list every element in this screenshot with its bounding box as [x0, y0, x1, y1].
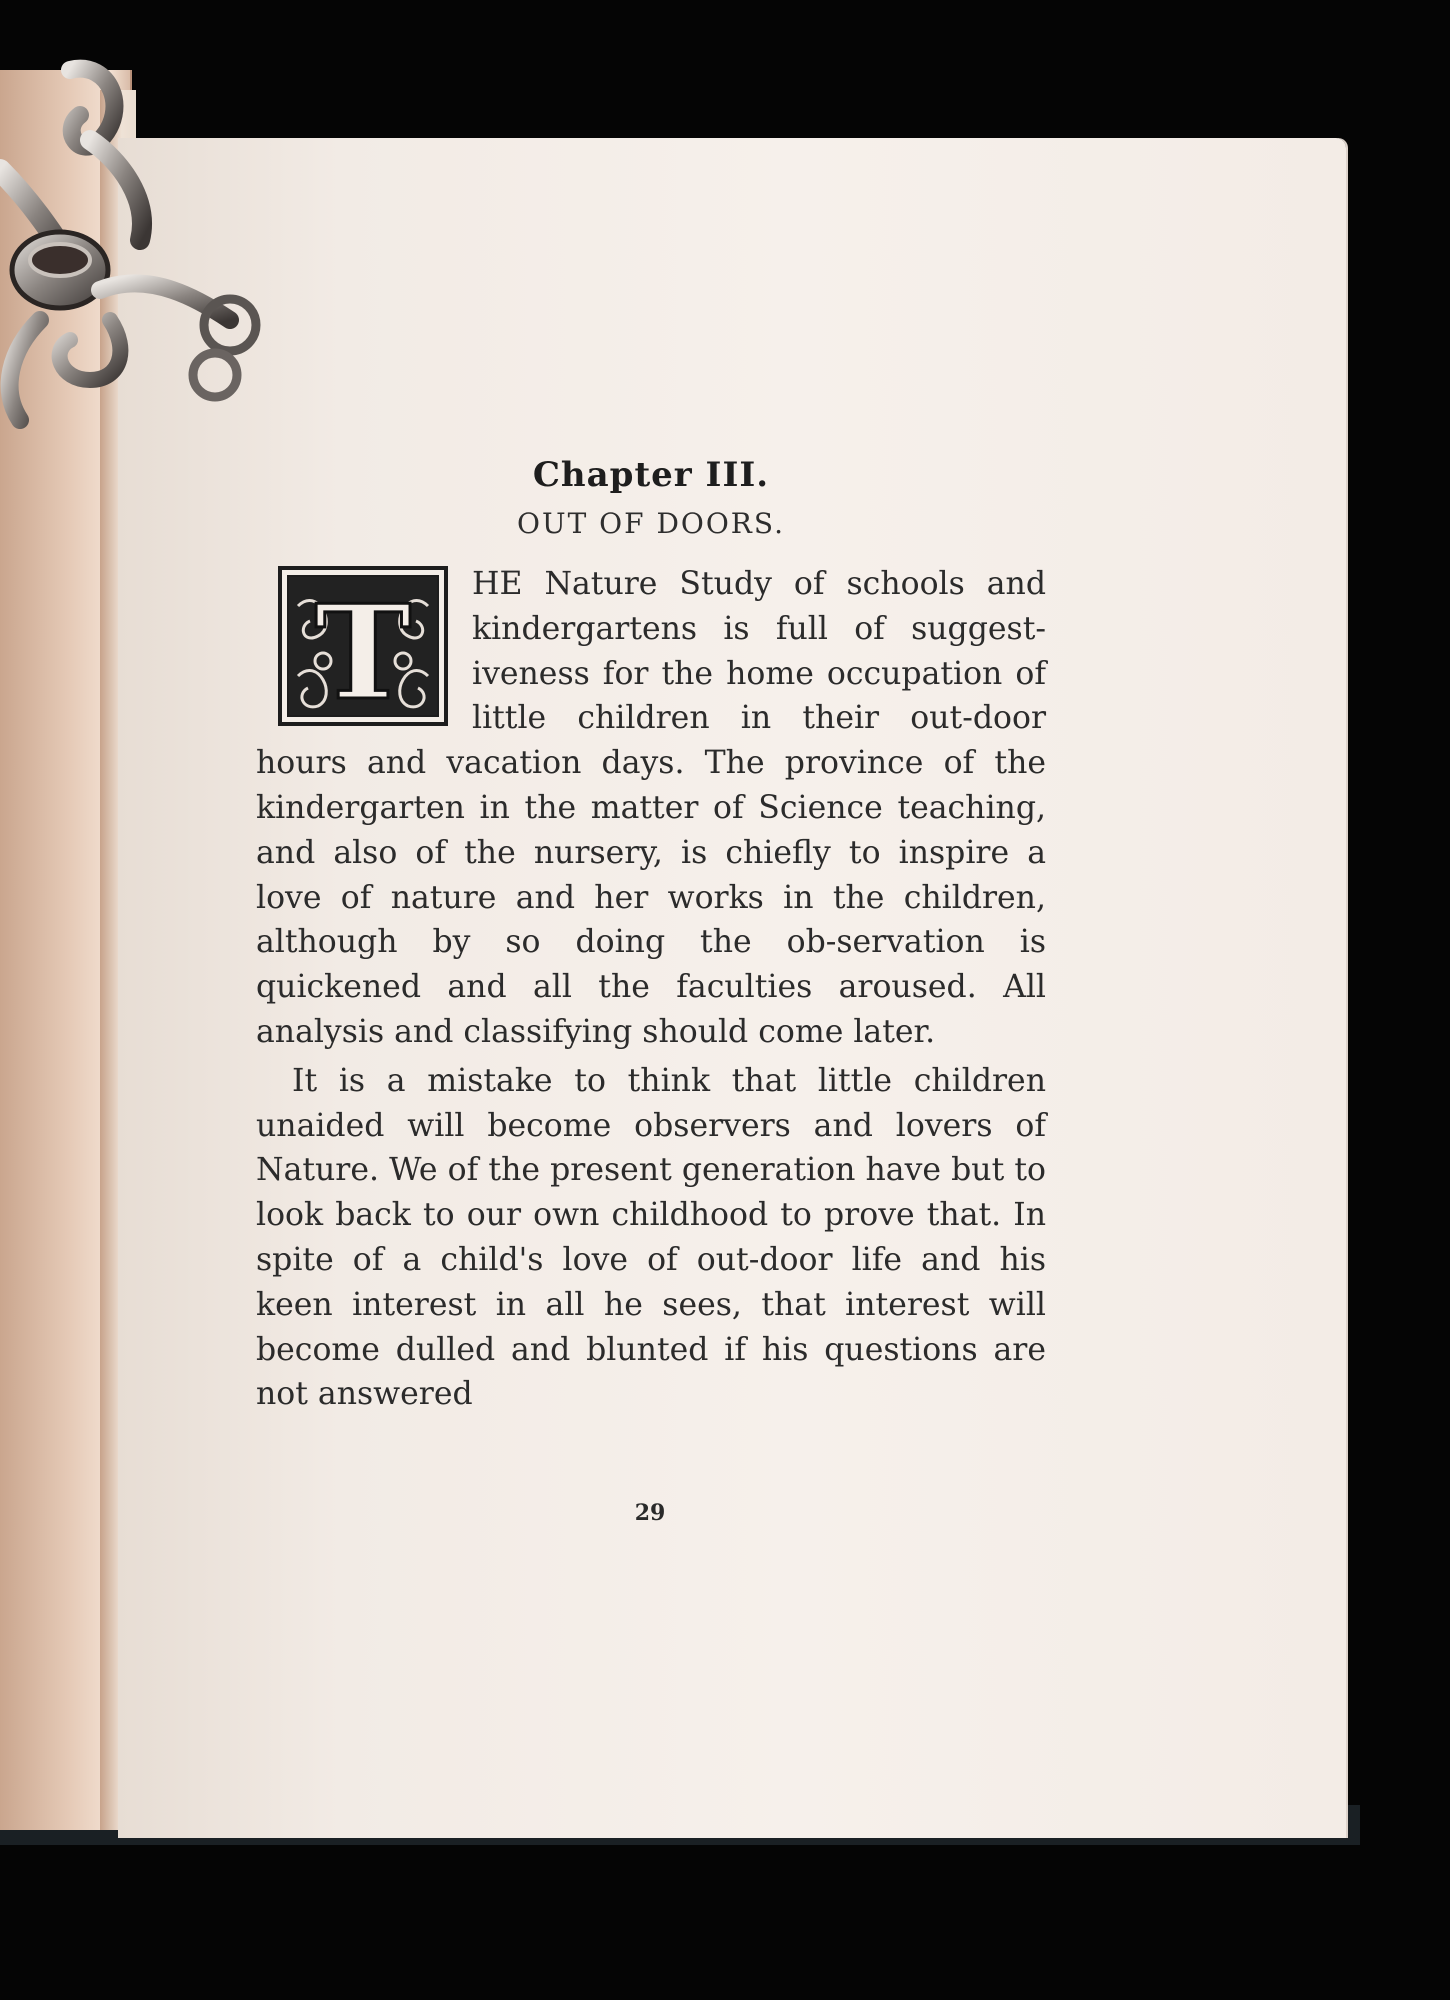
paragraph-1-text: HE Nature Study of schools and kindergartens is full of suggest-iveness for the home occupation of little children in their out-door hours and vacation days. The province of the kindergarten in the matter of Science teaching, and also of the nursery, is chiefly to inspire a love of nature and her works in the children, although by so doing the ob-servation is quickened and all the faculties aroused. All analysis and classifying should come later.: [256, 566, 1046, 1050]
paragraph-1: [256, 562, 1046, 1055]
ornamental-drop-cap-icon: [278, 566, 448, 726]
paragraph-2: It is a mistake to think that little children unaided will become observers and lovers of Nature. We of the present generation have but to look back to our own childhood to prove that. In spite of a child's love of out-door life and his keen interest in all he sees, that interest will become dulled and blunted if his questions are not answered: [256, 1062, 1046, 1413]
ornate-metal-clasp-icon: [0, 50, 290, 440]
chapter-subtitle: OUT OF DOORS.: [517, 507, 785, 540]
page-number: 29: [634, 1500, 666, 1526]
chapter-heading: Chapter III.: [532, 455, 770, 495]
drop-cap-letter: T: [314, 576, 412, 726]
page-text-block: [256, 455, 1046, 1417]
